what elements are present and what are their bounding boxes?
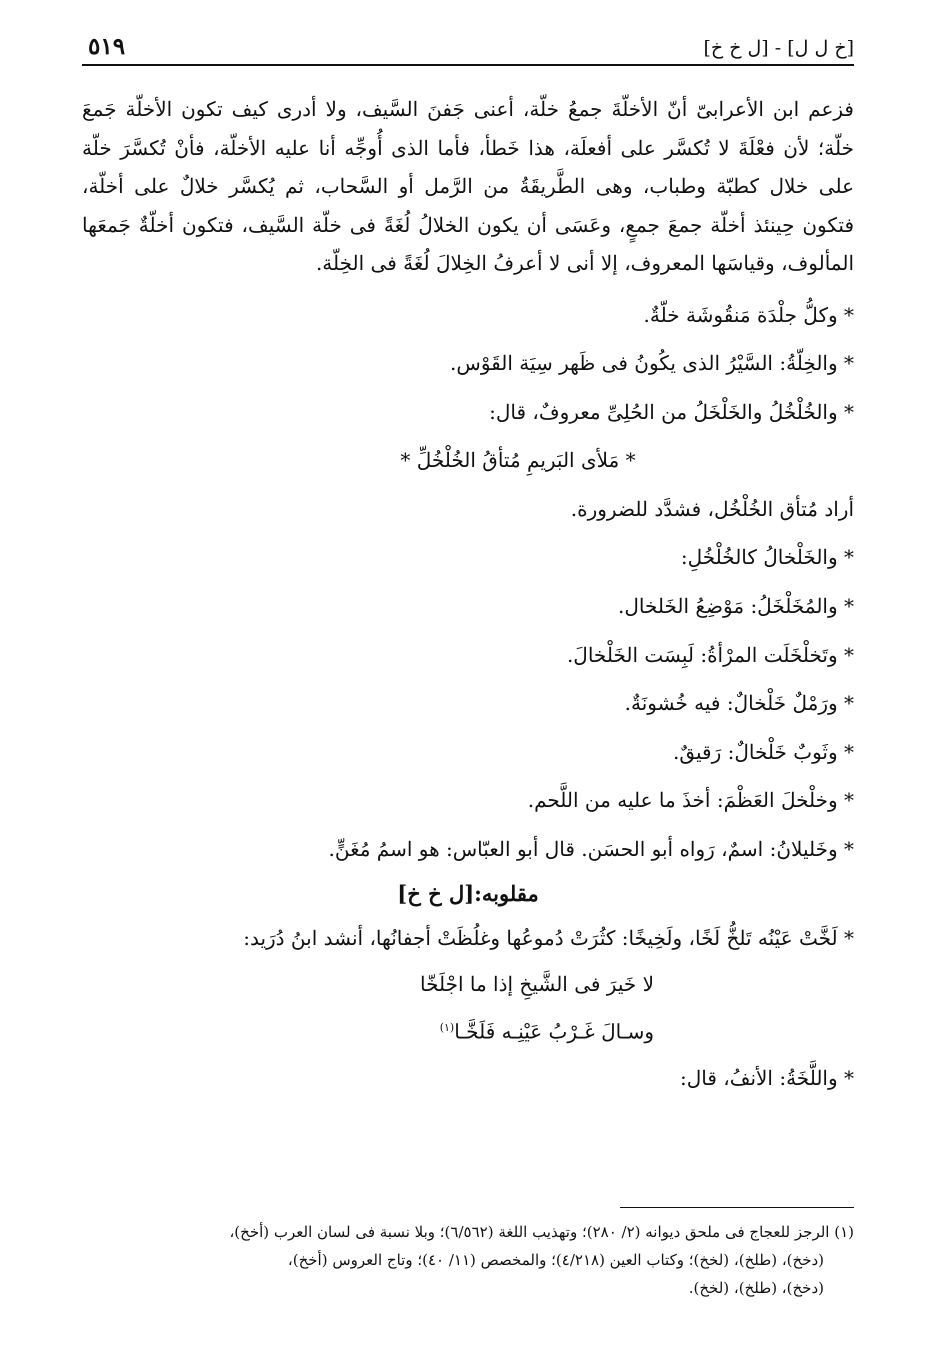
entry-azm: * وخلْخلَ العَظْمَ: أخذَ ما عليه من اللَّحم.: [527, 788, 854, 813]
footnote-line-2: (دخخ)، (طلخ)، (لخخ)؛ وكتاب العين (٤/٢١٨)؛ والمخصص (١١/ ٤٠)؛ وتاج العروس (أخخ)،: [287, 1251, 824, 1269]
verse-line-1: لا خَيرَ فى الشَّيخِ إذا ما اجْلَخّا: [419, 972, 654, 997]
entry-explanation: أراد مُتأق الخُلْخُل، فشدَّد للضرورة.: [570, 496, 854, 521]
entry-khilla: * والخِلّةُ: السَّيْرُ الذى يكُونُ فى ظَهر سِيَة القَوْس.: [450, 351, 854, 376]
verse-line-2-text: وسـالَ غَـرْبُ عَيْنِـه فَلَخَّـا: [454, 1019, 654, 1044]
running-title: [خ ل ل] - [ل خ خ]: [703, 37, 854, 59]
entry-jilda: * وكلُّ جلْدَة مَنقُوشَة خلّةٌ.: [643, 302, 854, 327]
entry-khalilan: * وخَليلانُ: اسمٌ، رَواه أبو الحسَن. قال أبو العبّاس: هو اسمُ مُغَنٍّ.: [328, 837, 854, 862]
entry-takhalkhalat: * وتَخلْخَلَت المرْأةُ: لَبِسَت الخَلْخالَ.: [566, 642, 854, 667]
verse-line-2: [82, 1006, 854, 1054]
entry-thawb: * وثَوبٌ خَلْخالٌ: رَقيقٌ.: [672, 739, 854, 764]
footnote-marker: (١): [439, 1021, 455, 1035]
entry-lakha: * واللَّخَةُ: الأنفُ، قال:: [680, 1065, 854, 1090]
footnote: [82, 1218, 854, 1302]
page-header: [82, 30, 854, 66]
opening-paragraph: فزعم ابن الأعرابىّ أنّ الأخلّةَ جمعُ خلّة، أعنى جَفنَ السَّيف، ولا أدرى كيف تكون الأخلّة جَمعَ خلّة؛ لأن فعْلَةَ لا تُكسَّر على أفعلَة، هذا خَطأ، فأما الذى أُوجِّه أنا عليه الأخلّة، فأنْ تُكسَّرَ خلّة على خلال كطبّة وطباب، وهى الطَّريقَةُ من الرَّمل أو السَّحاب، ثم يُكسَّر خلالٌ على أخلّة، فتكون حِينئذ أخلّة جمعَ جمعٍ، وعَسَى أن يكون الخلالُ لُغَةً فى خلّة السَّيف، فتكون أخلّةٌ جَمعَها المألوف، وقياسَها المعروف، إلا أنى لا أعرفُ الخِلالَ لُغَةً فى الخِلّة.: [82, 97, 854, 275]
page-body: [82, 90, 854, 1102]
page-number: ٥١٩: [88, 33, 126, 60]
section-title: مقلوبه:[ل خ خ]: [397, 880, 539, 906]
entry-lakhkhat: * لَخَّتْ عَيْنُه تَلخُّ لَخًا، ولَخِيخًا: كثُرَتْ دُموعُها وغلُظَتْ أجفانُها، أنشد ابنُ دُرَيد:: [243, 925, 854, 950]
entry-mukhalkhal: * والمُخَلْخَلُ: مَوْضِعُ الخَلخال.: [617, 594, 854, 619]
entry-khalkhal: * والخَلْخالُ كالخُلْخُلِ:: [680, 545, 854, 570]
footnote-rule: [620, 1207, 854, 1208]
entry-raml: * ورَمْلٌ خَلْخالٌ: فيه خُشونَةٌ.: [624, 691, 854, 716]
entry-khulkhul: * والخُلْخُلُ والخَلْخَلُ من الحُلِىِّ معروفٌ، قال:: [489, 399, 854, 424]
entry-verse-line: * مَلأى البَريمِ مُتأقُ الخُلْخُلِّ *: [400, 448, 636, 473]
footnote-line-3: (دخخ)، (طلخ)، (لخخ).: [688, 1279, 824, 1297]
header-rule: [82, 64, 854, 66]
footnote-line-1: (١) الرجز للعجاج فى ملحق ديوانه (٢/ ٢٨٠)؛ وتهذيب اللغة (٦/٥٦٢)؛ وبلا نسبة فى لسان العرب (أخخ)،: [229, 1223, 854, 1241]
